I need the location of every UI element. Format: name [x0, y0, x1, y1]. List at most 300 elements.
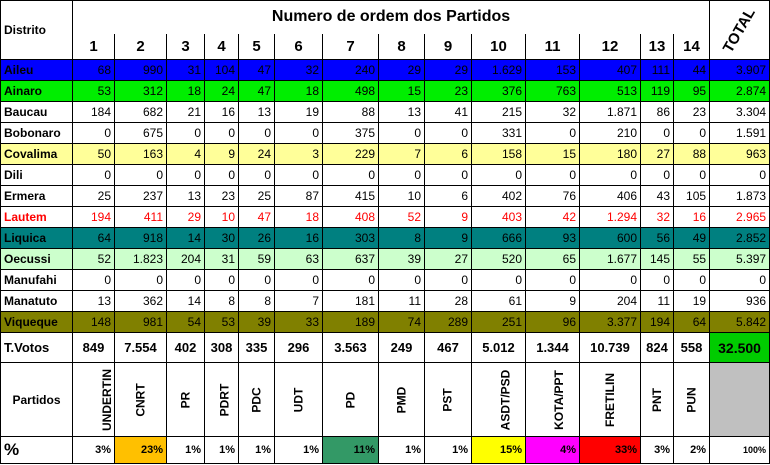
- vote-cell: 402: [472, 186, 526, 207]
- party-total: 3.563: [323, 333, 379, 363]
- district-name: Ermera: [1, 186, 73, 207]
- vote-cell: 180: [580, 144, 641, 165]
- party-percent: 15%: [472, 437, 526, 464]
- vote-cell: 24: [205, 81, 239, 102]
- party-percent: 1%: [275, 437, 323, 464]
- table-row: [1, 123, 770, 144]
- vote-cell: 47: [239, 60, 275, 81]
- party-name-cell: [379, 363, 425, 437]
- vote-cell: 763: [526, 81, 580, 102]
- party-name-cell: [472, 363, 526, 437]
- vote-cell: 415: [323, 186, 379, 207]
- vote-cell: 498: [323, 81, 379, 102]
- vote-cell: 11: [641, 291, 674, 312]
- table-row: [1, 249, 770, 270]
- vote-cell: 19: [275, 102, 323, 123]
- vote-cell: 119: [641, 81, 674, 102]
- vote-cell: 15: [526, 144, 580, 165]
- vote-cell: 19: [674, 291, 710, 312]
- vote-cell: 31: [167, 60, 205, 81]
- vote-cell: 88: [674, 144, 710, 165]
- vote-cell: 95: [674, 81, 710, 102]
- party-percent: 3%: [73, 437, 115, 464]
- party-name: PST: [441, 387, 455, 412]
- vote-cell: 6: [425, 144, 472, 165]
- party-number-header: 14: [674, 34, 710, 60]
- vote-cell: 39: [239, 312, 275, 333]
- vote-cell: 8: [239, 291, 275, 312]
- vote-cell: 0: [425, 165, 472, 186]
- vote-cell: 56: [641, 228, 674, 249]
- vote-cell: 15: [379, 81, 425, 102]
- party-percent: 1%: [239, 437, 275, 464]
- vote-cell: 237: [115, 186, 167, 207]
- vote-cell: 184: [73, 102, 115, 123]
- vote-cell: 16: [275, 228, 323, 249]
- vote-cell: 1.629: [472, 60, 526, 81]
- table-row: [1, 228, 770, 249]
- vote-cell: 204: [580, 291, 641, 312]
- vote-cell: 13: [167, 186, 205, 207]
- table-row: [1, 207, 770, 228]
- party-percent: 1%: [379, 437, 425, 464]
- vote-cell: 31: [205, 249, 239, 270]
- vote-cell: 312: [115, 81, 167, 102]
- vote-cell: 194: [73, 207, 115, 228]
- party-number-header: 6: [275, 34, 323, 60]
- party-percent: 2%: [674, 437, 710, 464]
- vote-cell: 42: [526, 207, 580, 228]
- district-total: 5.842: [710, 312, 770, 333]
- vote-cell: 23: [674, 102, 710, 123]
- vote-cell: 0: [239, 123, 275, 144]
- grand-total: 32.500: [710, 333, 770, 363]
- party-name-cell: [641, 363, 674, 437]
- vote-cell: 0: [674, 123, 710, 144]
- party-percent: 4%: [526, 437, 580, 464]
- vote-cell: 4: [167, 144, 205, 165]
- party-percent: 23%: [115, 437, 167, 464]
- district-name: Bobonaro: [1, 123, 73, 144]
- vote-cell: 53: [205, 312, 239, 333]
- party-name: UNDERTIN: [100, 368, 114, 431]
- vote-cell: 0: [526, 270, 580, 291]
- district-total: 963: [710, 144, 770, 165]
- vote-cell: 74: [379, 312, 425, 333]
- vote-cell: 21: [167, 102, 205, 123]
- vote-cell: 111: [641, 60, 674, 81]
- vote-cell: 33: [275, 312, 323, 333]
- vote-cell: 331: [472, 123, 526, 144]
- vote-cell: 0: [379, 165, 425, 186]
- vote-cell: 27: [425, 249, 472, 270]
- vote-cell: 8: [205, 291, 239, 312]
- party-name: UDT: [291, 387, 306, 412]
- party-number-header: 5: [239, 34, 275, 60]
- vote-cell: 87: [275, 186, 323, 207]
- party-name-cell: [73, 363, 115, 437]
- district-total: 3.907: [710, 60, 770, 81]
- party-percent: 33%: [580, 437, 641, 464]
- party-total: 824: [641, 333, 674, 363]
- vote-cell: 53: [73, 81, 115, 102]
- vote-cell: 23: [205, 186, 239, 207]
- party-name: PD: [343, 391, 358, 408]
- party-percent: 11%: [323, 437, 379, 464]
- vote-cell: 0: [275, 270, 323, 291]
- vote-cell: 29: [167, 207, 205, 228]
- vote-cell: 0: [472, 165, 526, 186]
- vote-cell: 6: [425, 186, 472, 207]
- table-row: [1, 81, 770, 102]
- vote-cell: 13: [239, 102, 275, 123]
- district-total: 3.304: [710, 102, 770, 123]
- vote-cell: 981: [115, 312, 167, 333]
- vote-cell: 47: [239, 81, 275, 102]
- vote-cell: 64: [674, 312, 710, 333]
- table-row: [1, 186, 770, 207]
- table-row: [1, 291, 770, 312]
- vote-cell: 16: [674, 207, 710, 228]
- party-name: PDC: [249, 386, 264, 413]
- party-percent: 1%: [167, 437, 205, 464]
- vote-cell: 362: [115, 291, 167, 312]
- vote-cell: 194: [641, 312, 674, 333]
- vote-cell: 9: [425, 207, 472, 228]
- table-row: [1, 144, 770, 165]
- vote-cell: 163: [115, 144, 167, 165]
- vote-cell: 181: [323, 291, 379, 312]
- vote-cell: 0: [472, 270, 526, 291]
- vote-cell: 55: [674, 249, 710, 270]
- party-total: 5.012: [472, 333, 526, 363]
- party-name-cell: [275, 363, 323, 437]
- party-percent: 1%: [425, 437, 472, 464]
- vote-cell: 0: [275, 123, 323, 144]
- table-row: [1, 165, 770, 186]
- party-name-cell: [239, 363, 275, 437]
- vote-cell: 675: [115, 123, 167, 144]
- party-total: 296: [275, 333, 323, 363]
- vote-cell: 59: [239, 249, 275, 270]
- vote-cell: 600: [580, 228, 641, 249]
- vote-cell: 0: [205, 123, 239, 144]
- vote-cell: 9: [425, 228, 472, 249]
- vote-cell: 65: [526, 249, 580, 270]
- vote-cell: 0: [73, 165, 115, 186]
- party-name: PR: [178, 391, 193, 408]
- vote-cell: 68: [73, 60, 115, 81]
- district-total: 5.397: [710, 249, 770, 270]
- vote-cell: 24: [239, 144, 275, 165]
- party-number-header: 4: [205, 34, 239, 60]
- vote-cell: 49: [674, 228, 710, 249]
- vote-cell: 0: [641, 270, 674, 291]
- party-name-cell: [167, 363, 205, 437]
- vote-cell: 32: [641, 207, 674, 228]
- vote-cell: 3: [275, 144, 323, 165]
- vote-cell: 0: [641, 165, 674, 186]
- vote-cell: 682: [115, 102, 167, 123]
- vote-cell: 403: [472, 207, 526, 228]
- vote-cell: 0: [73, 123, 115, 144]
- party-name: KOTA/PPT: [551, 369, 566, 430]
- vote-cell: 407: [580, 60, 641, 81]
- vote-cell: 14: [167, 228, 205, 249]
- vote-cell: 32: [526, 102, 580, 123]
- vote-cell: 0: [674, 270, 710, 291]
- vote-cell: 64: [73, 228, 115, 249]
- vote-cell: 25: [239, 186, 275, 207]
- district-total: 936: [710, 291, 770, 312]
- district-total: 0: [710, 270, 770, 291]
- vote-cell: 0: [239, 270, 275, 291]
- vote-cell: 637: [323, 249, 379, 270]
- vote-cell: 39: [379, 249, 425, 270]
- vote-cell: 9: [526, 291, 580, 312]
- party-number-header: 13: [641, 34, 674, 60]
- party-number-header: 12: [580, 34, 641, 60]
- vote-cell: 10: [205, 207, 239, 228]
- vote-cell: 10: [379, 186, 425, 207]
- vote-cell: 215: [472, 102, 526, 123]
- vote-cell: 54: [167, 312, 205, 333]
- party-number-header: 2: [115, 34, 167, 60]
- vote-cell: 86: [641, 102, 674, 123]
- party-total: 849: [73, 333, 115, 363]
- vote-cell: 52: [379, 207, 425, 228]
- vote-cell: 13: [379, 102, 425, 123]
- vote-cell: 52: [73, 249, 115, 270]
- party-percent: 1%: [205, 437, 239, 464]
- vote-cell: 23: [425, 81, 472, 102]
- vote-cell: 375: [323, 123, 379, 144]
- vote-cell: 204: [167, 249, 205, 270]
- party-name-cell: [205, 363, 239, 437]
- district-name: Liquica: [1, 228, 73, 249]
- vote-cell: 18: [167, 81, 205, 102]
- vote-cell: 47: [239, 207, 275, 228]
- party-total: 467: [425, 333, 472, 363]
- vote-cell: 520: [472, 249, 526, 270]
- vote-cell: 0: [425, 270, 472, 291]
- party-name: PNT: [650, 387, 664, 412]
- vote-cell: 158: [472, 144, 526, 165]
- vote-cell: 28: [425, 291, 472, 312]
- vote-cell: 104: [205, 60, 239, 81]
- party-number-header: 9: [425, 34, 472, 60]
- party-name: PMD: [394, 386, 409, 413]
- party-name-cell: [115, 363, 167, 437]
- vote-cell: 1.677: [580, 249, 641, 270]
- vote-cell: 0: [323, 165, 379, 186]
- vote-cell: 0: [115, 165, 167, 186]
- party-total: 402: [167, 333, 205, 363]
- party-number-header: 8: [379, 34, 425, 60]
- vote-cell: 918: [115, 228, 167, 249]
- party-total: 7.554: [115, 333, 167, 363]
- vote-cell: 29: [379, 60, 425, 81]
- vote-cell: 14: [167, 291, 205, 312]
- party-name: PUN: [684, 386, 699, 413]
- totals-label: T.Votos: [1, 333, 73, 363]
- district-name: Aileu: [1, 60, 73, 81]
- party-names-row: [1, 363, 770, 437]
- district-total: 2.874: [710, 81, 770, 102]
- district-total: 1.873: [710, 186, 770, 207]
- district-name: Manufahi: [1, 270, 73, 291]
- percent-label: %: [1, 437, 73, 464]
- vote-cell: 1.294: [580, 207, 641, 228]
- party-total: 1.344: [526, 333, 580, 363]
- vote-cell: 251: [472, 312, 526, 333]
- vote-cell: 32: [275, 60, 323, 81]
- vote-cell: 303: [323, 228, 379, 249]
- vote-cell: 0: [526, 123, 580, 144]
- party-number-header: 3: [167, 34, 205, 60]
- party-total: 308: [205, 333, 239, 363]
- vote-cell: 0: [580, 165, 641, 186]
- party-total: 335: [239, 333, 275, 363]
- district-name: Manatuto: [1, 291, 73, 312]
- vote-cell: 666: [472, 228, 526, 249]
- table-row: [1, 312, 770, 333]
- vote-cell: 0: [379, 123, 425, 144]
- vote-cell: 376: [472, 81, 526, 102]
- vote-cell: 41: [425, 102, 472, 123]
- vote-cell: 189: [323, 312, 379, 333]
- vote-cell: 11: [379, 291, 425, 312]
- vote-cell: 105: [674, 186, 710, 207]
- vote-cell: 44: [674, 60, 710, 81]
- vote-cell: 13: [73, 291, 115, 312]
- vote-cell: 96: [526, 312, 580, 333]
- parties-label: Partidos: [1, 363, 73, 437]
- vote-cell: 16: [205, 102, 239, 123]
- table-row: [1, 270, 770, 291]
- party-name: FRETILIN: [603, 372, 617, 427]
- party-name: ASDT/PSD: [498, 369, 513, 430]
- vote-cell: 1.823: [115, 249, 167, 270]
- vote-cell: 0: [379, 270, 425, 291]
- district-name: Covalima: [1, 144, 73, 165]
- vote-cell: 7: [275, 291, 323, 312]
- vote-cell: 30: [205, 228, 239, 249]
- total-header: TOTAL: [710, 1, 770, 60]
- vote-cell: 93: [526, 228, 580, 249]
- vote-cell: 50: [73, 144, 115, 165]
- vote-cell: 0: [425, 123, 472, 144]
- party-name-cell: [674, 363, 710, 437]
- district-total: 0: [710, 165, 770, 186]
- table-row: [1, 102, 770, 123]
- district-name: Lautem: [1, 207, 73, 228]
- party-name-cell: [580, 363, 641, 437]
- vote-cell: 0: [526, 165, 580, 186]
- vote-cell: 0: [205, 165, 239, 186]
- vote-cell: 0: [167, 165, 205, 186]
- vote-cell: 8: [379, 228, 425, 249]
- vote-cell: 26: [239, 228, 275, 249]
- vote-cell: 0: [275, 165, 323, 186]
- vote-cell: 18: [275, 207, 323, 228]
- vote-cell: 61: [472, 291, 526, 312]
- party-name-cell: [323, 363, 379, 437]
- vote-cell: 0: [674, 165, 710, 186]
- district-total: 2.852: [710, 228, 770, 249]
- vote-cell: 0: [205, 270, 239, 291]
- party-name-cell: [425, 363, 472, 437]
- district-total: 2.965: [710, 207, 770, 228]
- party-total: 558: [674, 333, 710, 363]
- vote-cell: 513: [580, 81, 641, 102]
- vote-cell: 289: [425, 312, 472, 333]
- total-blank-cell: [710, 363, 770, 437]
- vote-cell: 3.377: [580, 312, 641, 333]
- vote-cell: 43: [641, 186, 674, 207]
- vote-cell: 7: [379, 144, 425, 165]
- vote-cell: 0: [167, 123, 205, 144]
- vote-cell: 406: [580, 186, 641, 207]
- party-name: PDRT: [217, 383, 232, 416]
- vote-cell: 408: [323, 207, 379, 228]
- district-name: Ainaro: [1, 81, 73, 102]
- vote-cell: 0: [167, 270, 205, 291]
- vote-cell: 0: [115, 270, 167, 291]
- party-number-header: 7: [323, 34, 379, 60]
- vote-cell: 0: [641, 123, 674, 144]
- party-name: CNRT: [133, 382, 148, 417]
- vote-cell: 229: [323, 144, 379, 165]
- vote-cell: 27: [641, 144, 674, 165]
- party-total: 249: [379, 333, 425, 363]
- party-number-header: 1: [73, 34, 115, 60]
- party-name-cell: [526, 363, 580, 437]
- district-header: Distrito: [1, 1, 73, 60]
- district-name: Oecussi: [1, 249, 73, 270]
- vote-cell: 9: [205, 144, 239, 165]
- table-title: Numero de ordem dos Partidos: [73, 1, 710, 34]
- vote-cell: 29: [425, 60, 472, 81]
- vote-cell: 1.871: [580, 102, 641, 123]
- district-name: Viqueque: [1, 312, 73, 333]
- vote-cell: 18: [275, 81, 323, 102]
- table-row: [1, 60, 770, 81]
- district-total: 1.591: [710, 123, 770, 144]
- vote-cell: 153: [526, 60, 580, 81]
- percent-row: [1, 437, 770, 464]
- vote-cell: 210: [580, 123, 641, 144]
- district-name: Dili: [1, 165, 73, 186]
- vote-cell: 148: [73, 312, 115, 333]
- vote-cell: 0: [323, 270, 379, 291]
- vote-cell: 990: [115, 60, 167, 81]
- vote-cell: 0: [580, 270, 641, 291]
- vote-cell: 63: [275, 249, 323, 270]
- vote-cell: 145: [641, 249, 674, 270]
- vote-cell: 0: [239, 165, 275, 186]
- party-number-header: 10: [472, 34, 526, 60]
- percent-total: 100%: [710, 437, 770, 464]
- district-name: Baucau: [1, 102, 73, 123]
- vote-cell: 88: [323, 102, 379, 123]
- vote-cell: 411: [115, 207, 167, 228]
- party-percent: 3%: [641, 437, 674, 464]
- vote-cell: 76: [526, 186, 580, 207]
- totals-row: [1, 333, 770, 363]
- party-total: 10.739: [580, 333, 641, 363]
- party-number-header: 11: [526, 34, 580, 60]
